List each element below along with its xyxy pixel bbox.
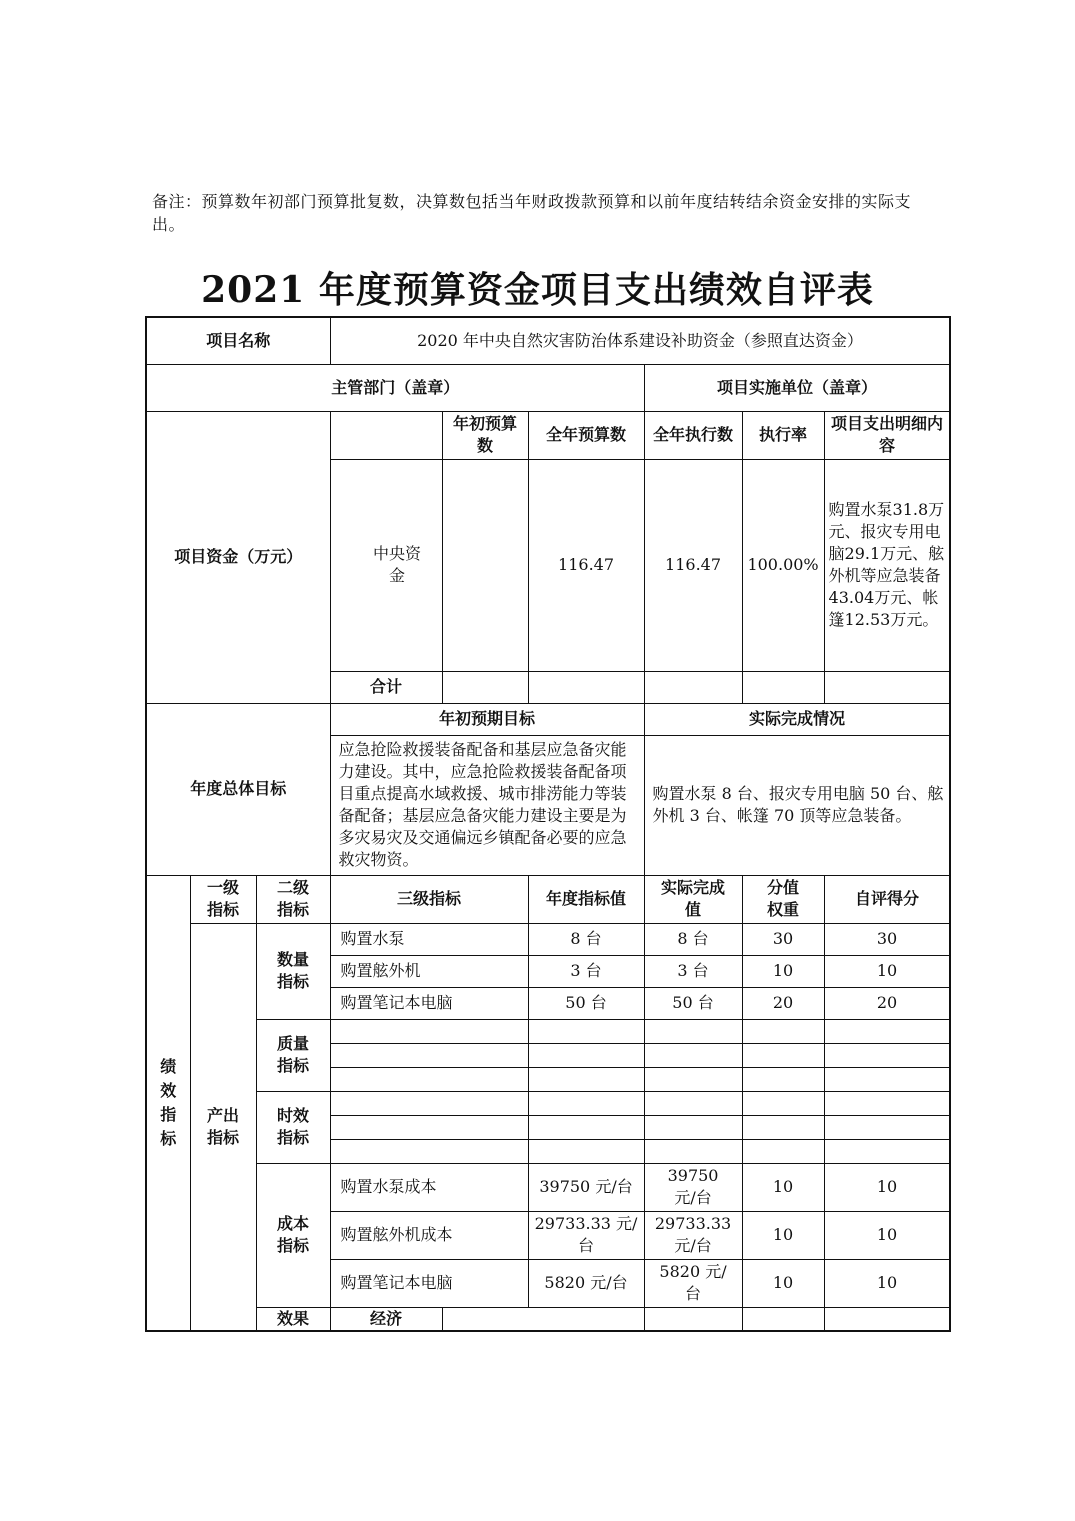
total-detail <box>824 671 950 703</box>
central-executed: 116.47 <box>644 459 742 671</box>
quantity-row-target: 3 台 <box>528 955 644 987</box>
funds-header-rate: 执行率 <box>742 411 824 459</box>
quantity-row-score: 30 <box>824 923 950 955</box>
total-executed <box>644 671 742 703</box>
project-name-label: 项目名称 <box>146 317 330 364</box>
cost-row-name: 购置笔记本电脑 <box>330 1259 528 1307</box>
indicator-group-label: 绩效指标 <box>146 875 190 1331</box>
quantity-row-name: 购置笔记本电脑 <box>330 987 528 1019</box>
header-target: 年度指标值 <box>528 875 644 923</box>
header-score: 自评得分 <box>824 875 950 923</box>
quality-row-blank <box>330 1043 528 1067</box>
timeliness-indicator-label: 时效指标 <box>256 1091 330 1163</box>
header-level3: 三级指标 <box>330 875 528 923</box>
quality-indicator-label: 质量指标 <box>256 1019 330 1091</box>
cost-row-actual: 29733.33 元/台 <box>644 1211 742 1259</box>
actual-result-header: 实际完成情况 <box>644 703 950 735</box>
central-initial <box>442 459 528 671</box>
quality-row-blank <box>528 1043 644 1067</box>
timeliness-row-blank <box>824 1115 950 1139</box>
cost-row-target: 39750 元/台 <box>528 1163 644 1211</box>
funds-header-initial: 年初预算数 <box>442 411 528 459</box>
quantity-row-weight: 10 <box>742 955 824 987</box>
performance-table <box>145 316 951 1332</box>
timeliness-row-blank <box>644 1115 742 1139</box>
quality-row-blank <box>644 1067 742 1091</box>
page-title: 2021 年度预算资金项目支出绩效自评表 <box>201 269 874 311</box>
timeliness-row-blank <box>742 1139 824 1163</box>
quality-row-blank <box>742 1067 824 1091</box>
quality-row-blank <box>824 1067 950 1091</box>
timeliness-row-blank <box>644 1139 742 1163</box>
economic-row-blank <box>442 1307 644 1331</box>
economic-row-blank <box>644 1307 742 1331</box>
annual-goal-label: 年度总体目标 <box>146 703 330 875</box>
quality-row-blank <box>644 1019 742 1043</box>
cost-row-weight: 10 <box>742 1163 824 1211</box>
funds-header-executed: 全年执行数 <box>644 411 742 459</box>
timeliness-row-blank <box>330 1091 528 1115</box>
quantity-row-target: 50 台 <box>528 987 644 1019</box>
quantity-row-score: 20 <box>824 987 950 1019</box>
dept-label: 主管部门（盖章） <box>146 364 644 411</box>
actual-result-text: 购置水泵 8 台、报灾专用电脑 50 台、舷外机 3 台、帐篷 70 顶等应急装备。 <box>644 735 950 875</box>
economic-row-blank <box>824 1307 950 1331</box>
impl-unit-label: 项目实施单位（盖章） <box>644 364 950 411</box>
cost-row-score: 10 <box>824 1259 950 1307</box>
quality-row-blank <box>644 1043 742 1067</box>
quality-row-blank <box>528 1019 644 1043</box>
total-budget <box>528 671 644 703</box>
quantity-row-actual: 3 台 <box>644 955 742 987</box>
expected-goal-text: 应急抢险救援装备配备和基层应急备灾能力建设。其中，应急抢险救援装备配备项目重点提高水域救援、城市排涝能力等装备配备；基层应急备灾能力建设主要是为多灾易灾及交通偏远乡镇配备必要的应急救灾物资。 <box>330 735 644 875</box>
effect-indicator-label: 效果 <box>256 1307 330 1331</box>
cost-row-weight: 10 <box>742 1211 824 1259</box>
quantity-row-target: 8 台 <box>528 923 644 955</box>
central-funds-label: 中央资金 <box>330 459 442 671</box>
timeliness-row-blank <box>742 1115 824 1139</box>
cost-row-name: 购置舷外机成本 <box>330 1211 528 1259</box>
quantity-row-weight: 20 <box>742 987 824 1019</box>
funds-label: 项目资金（万元） <box>146 411 330 703</box>
timeliness-row-blank <box>824 1091 950 1115</box>
quantity-row-actual: 50 台 <box>644 987 742 1019</box>
economic-indicator-label: 经济 <box>330 1307 442 1331</box>
header-level2: 二级指标 <box>256 875 330 923</box>
cost-indicator-label: 成本指标 <box>256 1163 330 1307</box>
header-level1: 一级指标 <box>190 875 256 923</box>
cost-row-score: 10 <box>824 1211 950 1259</box>
timeliness-row-blank <box>330 1115 528 1139</box>
cost-row-target: 5820 元/台 <box>528 1259 644 1307</box>
timeliness-row-blank <box>528 1139 644 1163</box>
quantity-indicator-label: 数量指标 <box>256 923 330 1019</box>
funds-header-detail: 项目支出明细内容 <box>824 411 950 459</box>
cost-row-actual: 5820 元/台 <box>644 1259 742 1307</box>
funds-header-blank <box>330 411 442 459</box>
funds-header-budget: 全年预算数 <box>528 411 644 459</box>
funds-detail: 购置水泵31.8万元、报灾专用电脑29.1万元、舷外机等应急装备43.04万元、帐篷12.53万元。 <box>824 459 950 671</box>
quality-row-blank <box>824 1043 950 1067</box>
quality-row-blank <box>742 1043 824 1067</box>
expected-goal-header: 年初预期目标 <box>330 703 644 735</box>
quantity-row-name: 购置舷外机 <box>330 955 528 987</box>
timeliness-row-blank <box>644 1091 742 1115</box>
quality-row-blank <box>824 1019 950 1043</box>
cost-row-weight: 10 <box>742 1259 824 1307</box>
cost-row-score: 10 <box>824 1163 950 1211</box>
header-actual: 实际完成值 <box>644 875 742 923</box>
central-budget: 116.47 <box>528 459 644 671</box>
timeliness-row-blank <box>330 1139 528 1163</box>
project-name-value: 2020 年中央自然灾害防治体系建设补助资金（参照直达资金） <box>330 317 950 364</box>
timeliness-row-blank <box>742 1091 824 1115</box>
total-initial <box>442 671 528 703</box>
quality-row-blank <box>742 1019 824 1043</box>
quantity-row-name: 购置水泵 <box>330 923 528 955</box>
cost-row-target: 29733.33 元/台 <box>528 1211 644 1259</box>
cost-row-name: 购置水泵成本 <box>330 1163 528 1211</box>
total-label: 合计 <box>330 671 442 703</box>
note-text: 备注：预算数年初部门预算批复数，决算数包括当年财政拨款预算和以前年度结转结余资金安排的实际支出。 <box>152 192 912 234</box>
total-rate <box>742 671 824 703</box>
header-weight: 分值权重 <box>742 875 824 923</box>
timeliness-row-blank <box>528 1091 644 1115</box>
quantity-row-actual: 8 台 <box>644 923 742 955</box>
timeliness-row-blank <box>824 1139 950 1163</box>
economic-row-blank <box>742 1307 824 1331</box>
quantity-row-weight: 30 <box>742 923 824 955</box>
quality-row-blank <box>528 1067 644 1091</box>
quantity-row-score: 10 <box>824 955 950 987</box>
timeliness-row-blank <box>528 1115 644 1139</box>
quality-row-blank <box>330 1019 528 1043</box>
central-rate: 100.00% <box>742 459 824 671</box>
output-indicator-label: 产出指标 <box>190 923 256 1331</box>
cost-row-actual: 39750 元/台 <box>644 1163 742 1211</box>
quality-row-blank <box>330 1067 528 1091</box>
